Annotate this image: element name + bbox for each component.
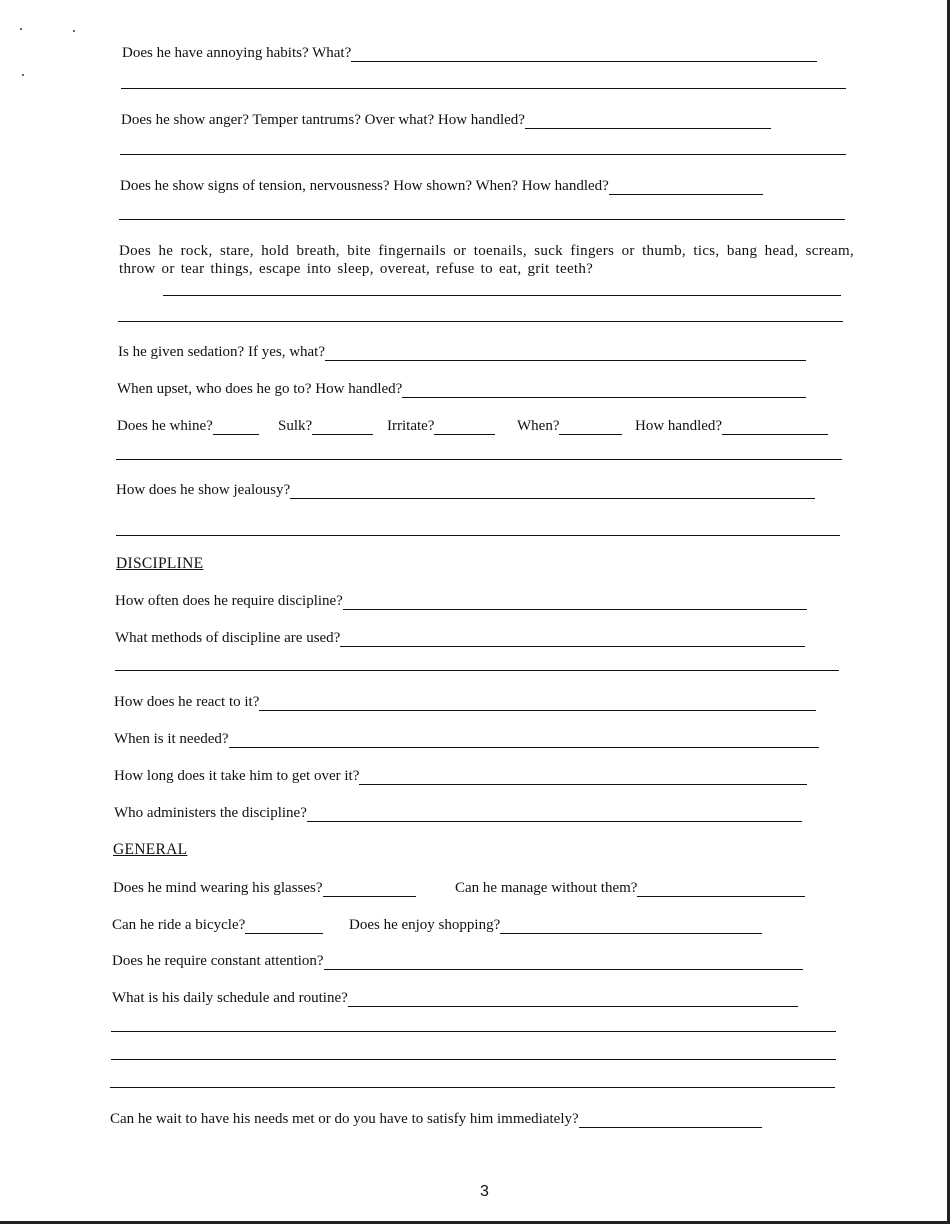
- answer-line[interactable]: [115, 670, 839, 671]
- answer-line[interactable]: [348, 992, 798, 1007]
- question-rock: [119, 242, 854, 278]
- question-how-handled: [635, 417, 828, 435]
- question-discipline-reaction: [114, 693, 816, 711]
- question-whine: [117, 417, 259, 435]
- question-text: When upset, who does he go to? How handled?: [117, 381, 403, 397]
- question-anger: [121, 111, 771, 129]
- answer-line[interactable]: [525, 114, 771, 129]
- question-text: Does he have annoying habits? What?: [122, 45, 352, 61]
- answer-line[interactable]: [359, 770, 807, 785]
- page-number: 3: [480, 1183, 489, 1200]
- question-text: When?: [517, 418, 560, 434]
- answer-line[interactable]: [500, 919, 762, 934]
- question-text: Irritate?: [387, 418, 435, 434]
- question-sulk: [278, 417, 373, 435]
- answer-line[interactable]: [116, 459, 842, 460]
- answer-line[interactable]: [312, 420, 373, 435]
- question-annoying-habits: [122, 44, 817, 62]
- question-constant-attention: [112, 952, 803, 970]
- answer-line[interactable]: [559, 420, 622, 435]
- question-discipline-administrator: [114, 804, 802, 822]
- scan-speck: [22, 74, 24, 76]
- question-shopping: [349, 916, 762, 934]
- question-discipline-recovery: [114, 767, 807, 785]
- question-text: When is it needed?: [114, 731, 229, 747]
- question-text: How handled?: [635, 418, 723, 434]
- answer-line[interactable]: [121, 88, 846, 89]
- scan-speck: [73, 30, 75, 32]
- question-text: Does he enjoy shopping?: [349, 917, 501, 933]
- answer-line[interactable]: [722, 420, 828, 435]
- answer-line[interactable]: [307, 807, 802, 822]
- answer-line[interactable]: [323, 882, 416, 897]
- question-text: Is he given sedation? If yes, what?: [118, 344, 326, 360]
- answer-line[interactable]: [245, 919, 323, 934]
- answer-line[interactable]: [434, 420, 495, 435]
- question-glasses: [113, 879, 416, 897]
- question-text: What is his daily schedule and routine?: [112, 990, 348, 1006]
- answer-line[interactable]: [343, 595, 807, 610]
- question-tension: [120, 177, 763, 195]
- question-text: Can he wait to have his needs met or do you have to satisfy him immediately?: [110, 1111, 579, 1127]
- answer-line[interactable]: [118, 321, 843, 322]
- question-text: Does he require constant attention?: [112, 953, 324, 969]
- question-text: Who administers the discipline?: [114, 805, 307, 821]
- answer-line[interactable]: [325, 346, 806, 361]
- question-text: Does he whine?: [117, 418, 213, 434]
- question-jealousy: [116, 481, 815, 499]
- question-text: Does he show anger? Temper tantrums? Over what? How handled?: [121, 112, 525, 128]
- question-bicycle: [112, 916, 323, 934]
- question-text: Sulk?: [278, 418, 313, 434]
- question-discipline-methods: [115, 629, 805, 647]
- answer-line[interactable]: [402, 383, 806, 398]
- answer-line[interactable]: [259, 696, 816, 711]
- question-wait-needs: [110, 1110, 762, 1128]
- question-text: How does he show jealousy?: [116, 482, 291, 498]
- question-text: Does he mind wearing his glasses?: [113, 880, 323, 896]
- scan-speck: [20, 28, 22, 30]
- answer-line[interactable]: [579, 1113, 762, 1128]
- answer-line[interactable]: [116, 535, 840, 536]
- section-heading-discipline: DISCIPLINE: [116, 555, 204, 572]
- question-daily-schedule: [112, 989, 798, 1007]
- answer-line[interactable]: [163, 295, 841, 296]
- question-sedation: [118, 343, 806, 361]
- answer-line[interactable]: [637, 882, 805, 897]
- section-heading-general: GENERAL: [113, 841, 188, 858]
- question-when: [517, 417, 622, 435]
- question-irritate: [387, 417, 495, 435]
- question-discipline-needed: [114, 730, 819, 748]
- answer-line[interactable]: [120, 154, 846, 155]
- answer-line[interactable]: [229, 733, 819, 748]
- question-text: How does he react to it?: [114, 694, 260, 710]
- question-text: Can he ride a bicycle?: [112, 917, 246, 933]
- answer-line[interactable]: [290, 484, 815, 499]
- answer-line[interactable]: [110, 1087, 835, 1088]
- answer-line[interactable]: [213, 420, 259, 435]
- question-text: Can he manage without them?: [455, 880, 638, 896]
- answer-line[interactable]: [609, 180, 763, 195]
- answer-line[interactable]: [119, 219, 845, 220]
- question-text: Does he show signs of tension, nervousness? How shown? When? How handled?: [120, 178, 609, 194]
- answer-line[interactable]: [111, 1031, 836, 1032]
- question-without-glasses: [455, 879, 805, 897]
- question-text: How long does it take him to get over it?: [114, 768, 360, 784]
- question-upset: [117, 380, 806, 398]
- question-text: What methods of discipline are used?: [115, 630, 341, 646]
- answer-line[interactable]: [111, 1059, 836, 1060]
- question-discipline-frequency: [115, 592, 807, 610]
- question-text: Does he rock, stare, hold breath, bite fingernails or toenails, suck fingers or thumb, tics, bang head, scream, throw or tear things, escape into sleep, overeat, refuse to eat, grit teeth?: [119, 243, 854, 277]
- answer-line[interactable]: [324, 955, 803, 970]
- answer-line[interactable]: [351, 47, 817, 62]
- question-text: How often does he require discipline?: [115, 593, 343, 609]
- answer-line[interactable]: [340, 632, 805, 647]
